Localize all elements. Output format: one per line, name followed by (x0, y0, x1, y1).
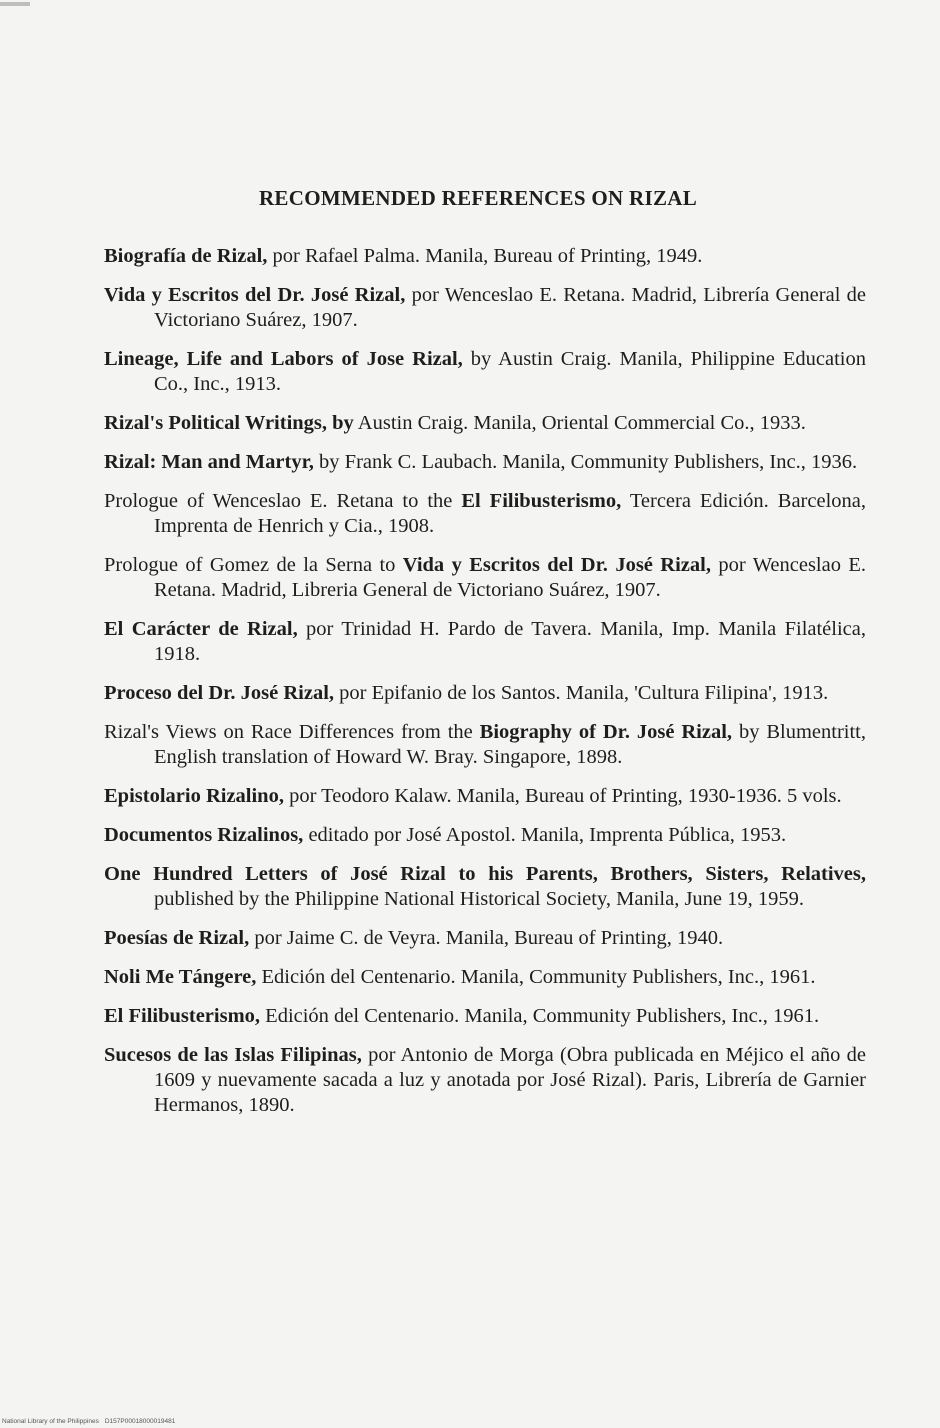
reference-details: por Trinidad H. Pardo de Tavera. Manila, Imp. Manila Filatélica, 1918. (154, 618, 866, 665)
reference-title: Rizal's Political Writings, by (104, 412, 354, 434)
reference-details: published by the Philippine National Historical Society, Manila, June 19, 1959. (154, 888, 805, 910)
reference-title: Poesías de Rizal, (104, 927, 250, 949)
reference-title: Noli Me Tángere, (104, 966, 257, 988)
reference-title: Proceso del Dr. José Rizal, (104, 682, 335, 704)
reference-details: by Austin Craig. Manila, Philippine Education Co., Inc., 1913. (154, 348, 866, 395)
reference-item (104, 617, 866, 667)
reference-details: por Antonio de Morga (Obra publicada en Méjico el año de 1609 y nuevamente sacada a luz y anotada por José Rizal). Paris, Librería de Garnier Hermanos, 1890. (154, 1044, 866, 1116)
reference-title: Vida y Escritos del Dr. José Rizal, (402, 554, 711, 576)
reference-title: Biography of Dr. José Rizal, (479, 721, 733, 743)
scan-mark (0, 2, 30, 6)
footer-library: National Library of the Philippines (2, 1418, 99, 1425)
reference-title: Vida y Escritos del Dr. José Rizal, (104, 284, 406, 306)
reference-item (104, 823, 866, 848)
reference-details: Tercera Edición. Barcelona, Imprenta de Henrich y Cia., 1908. (154, 490, 866, 537)
reference-details: por Epifanio de los Santos. Manila, 'Cultura Filipina', 1913. (334, 682, 829, 704)
reference-item (104, 411, 866, 436)
reference-item (104, 489, 866, 539)
reference-title: Sucesos de las Islas Filipinas, (104, 1044, 362, 1066)
reference-prefix: Prologue of Wenceslao E. Retana to the (104, 490, 462, 512)
footer-credit (2, 1418, 175, 1425)
reference-title: Documentos Rizalinos, (104, 824, 304, 846)
reference-title: Epistolario Rizalino, (104, 785, 284, 807)
reference-title: El Filibusterismo, (461, 490, 622, 512)
reference-details: Edición del Centenario. Manila, Community Publishers, Inc., 1961. (260, 1005, 820, 1027)
reference-details: by Blumentritt, English translation of Howard W. Bray. Singapore, 1898. (154, 721, 866, 768)
reference-details: por Jaime C. de Veyra. Manila, Bureau of Printing, 1940. (249, 927, 724, 949)
reference-item (104, 244, 866, 269)
reference-title: One Hundred Letters of José Rizal to his Parents, Brothers, Sisters, Relatives, (104, 863, 866, 885)
reference-item (104, 965, 866, 990)
reference-item (104, 926, 866, 951)
reference-details: por Teodoro Kalaw. Manila, Bureau of Printing, 1930-1936. 5 vols. (283, 785, 842, 807)
reference-title: El Carácter de Rizal, (104, 618, 298, 640)
reference-item (104, 347, 866, 397)
reference-details: Austin Craig. Manila, Oriental Commercial Co., 1933. (353, 412, 806, 434)
reference-item (104, 553, 866, 603)
reference-details: Edición del Centenario. Manila, Community Publishers, Inc., 1961. (256, 966, 816, 988)
footer-code: D157P00018000019481 (104, 1418, 176, 1425)
reference-details: editado por José Apostol. Manila, Imprenta Pública, 1953. (303, 824, 787, 846)
page-title: RECOMMENDED REFERENCES ON RIZAL (258, 186, 698, 210)
reference-item (104, 862, 866, 912)
reference-title: Biografía de Rizal, (104, 245, 268, 267)
reference-title: El Filibusterismo, (104, 1005, 261, 1027)
reference-item (104, 720, 866, 770)
reference-title: Lineage, Life and Labors of Jose Rizal, (104, 348, 463, 370)
reference-list (104, 244, 866, 1132)
reference-item (104, 283, 866, 333)
reference-item (104, 1004, 866, 1029)
reference-item (104, 681, 866, 706)
reference-details: por Wenceslao E. Retana. Madrid, Librería General de Victoriano Suárez, 1907. (154, 284, 866, 331)
reference-item (104, 1043, 866, 1118)
reference-title: Rizal: Man and Martyr, (104, 451, 314, 473)
reference-details: por Wenceslao E. Retana. Madrid, Libreria General de Victoriano Suárez, 1907. (154, 554, 867, 601)
reference-prefix: Rizal's Views on Race Differences from the (104, 721, 480, 743)
reference-item (104, 784, 866, 809)
reference-item (104, 450, 866, 475)
reference-prefix: Prologue of Gomez de la Serna to (104, 554, 403, 576)
reference-details: by Frank C. Laubach. Manila, Community Publishers, Inc., 1936. (313, 451, 858, 473)
reference-details: por Rafael Palma. Manila, Bureau of Printing, 1949. (267, 245, 703, 267)
